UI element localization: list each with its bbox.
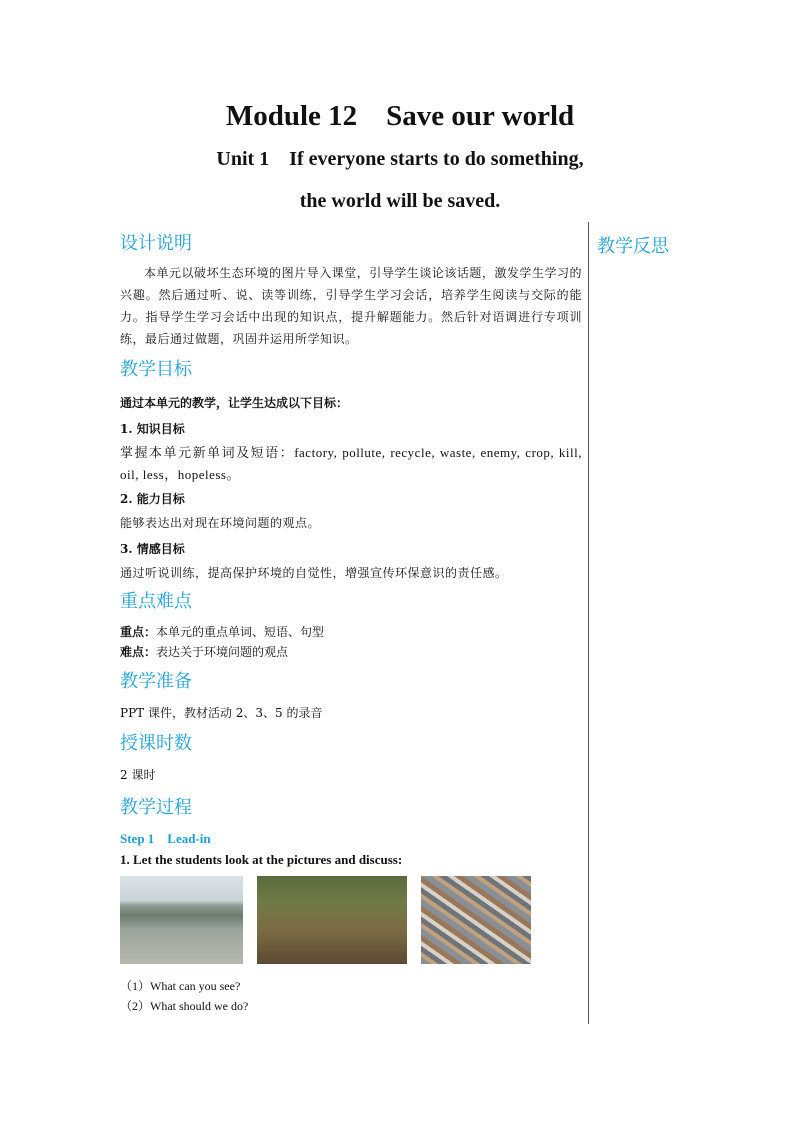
difficulty-line [120,642,582,662]
unit-title-line2: the world will be saved. [299,190,501,212]
step-1-instruction: 1. Let the students look at the pictures and discuss: [120,852,403,867]
knowledge-goal-text: 掌握本单元新单词及短语：factory, pollute, recycle, waste, enemy, crop, kill, oil, less，hopeless。 [120,445,582,482]
class-hours-text: 2 课时 [120,768,156,782]
focus-label: 重点： [120,625,157,639]
picture-row [120,876,582,964]
unit-title-line1: Unit 1 If everyone starts to do something, [216,148,584,170]
garbage-pile-image [421,876,531,964]
step-1-title: Step 1 Lead-in [120,831,211,846]
burning-waste-image [257,876,407,964]
difficulty-label: 难点： [120,645,157,659]
focus-text: 本单元的重点单词、短语、句型 [156,625,325,639]
knowledge-goal-title: 1. 知识目标 [120,422,185,436]
key-points-heading: 重点难点 [120,591,192,612]
question-1: （1）What can you see? [120,979,241,993]
column-divider [588,222,589,1024]
design-text: 本单元以破坏生态环境的图片导入课堂，引导学生谈论该话题，激发学生学习的兴趣。然后通过听、说、读等训练，引导学生学习会话，培养学生阅读与交际的能力。指导学生学习会话中出现的知识点，提升解题能力。然后针对语调进行专项训练，最后通过做题，巩固并运用所学知识。 [120,266,582,346]
goals-heading: 教学目标 [120,359,192,380]
emotion-goal-title: 3. 情感目标 [120,542,185,556]
difficulty-text: 表达关于环境问题的观点 [156,645,289,659]
main-column [120,232,582,1016]
process-heading: 教学过程 [120,797,192,818]
focus-line [120,622,582,642]
reflection-heading: 教学反思 [597,236,669,257]
class-hours-heading: 授课时数 [120,733,192,754]
design-heading: 设计说明 [120,233,192,254]
goals-intro: 通过本单元的教学，让学生达成以下目标： [120,396,349,410]
preparation-heading: 教学准备 [120,671,192,692]
preparation-text: PPT 课件，教材活动 2、3、5 的录音 [120,706,323,720]
question-2: （2）What should we do? [120,999,249,1013]
ability-goal-text: 能够表达出对现在环境问题的观点。 [120,516,321,530]
ability-goal-title: 2. 能力目标 [120,492,185,506]
emotion-goal-text: 通过听说训练，提高保护环境的自觉性，增强宣传环保意识的责任感。 [120,566,508,580]
polluted-river-image [120,876,243,964]
module-title: Module 12 Save our world [225,100,575,132]
